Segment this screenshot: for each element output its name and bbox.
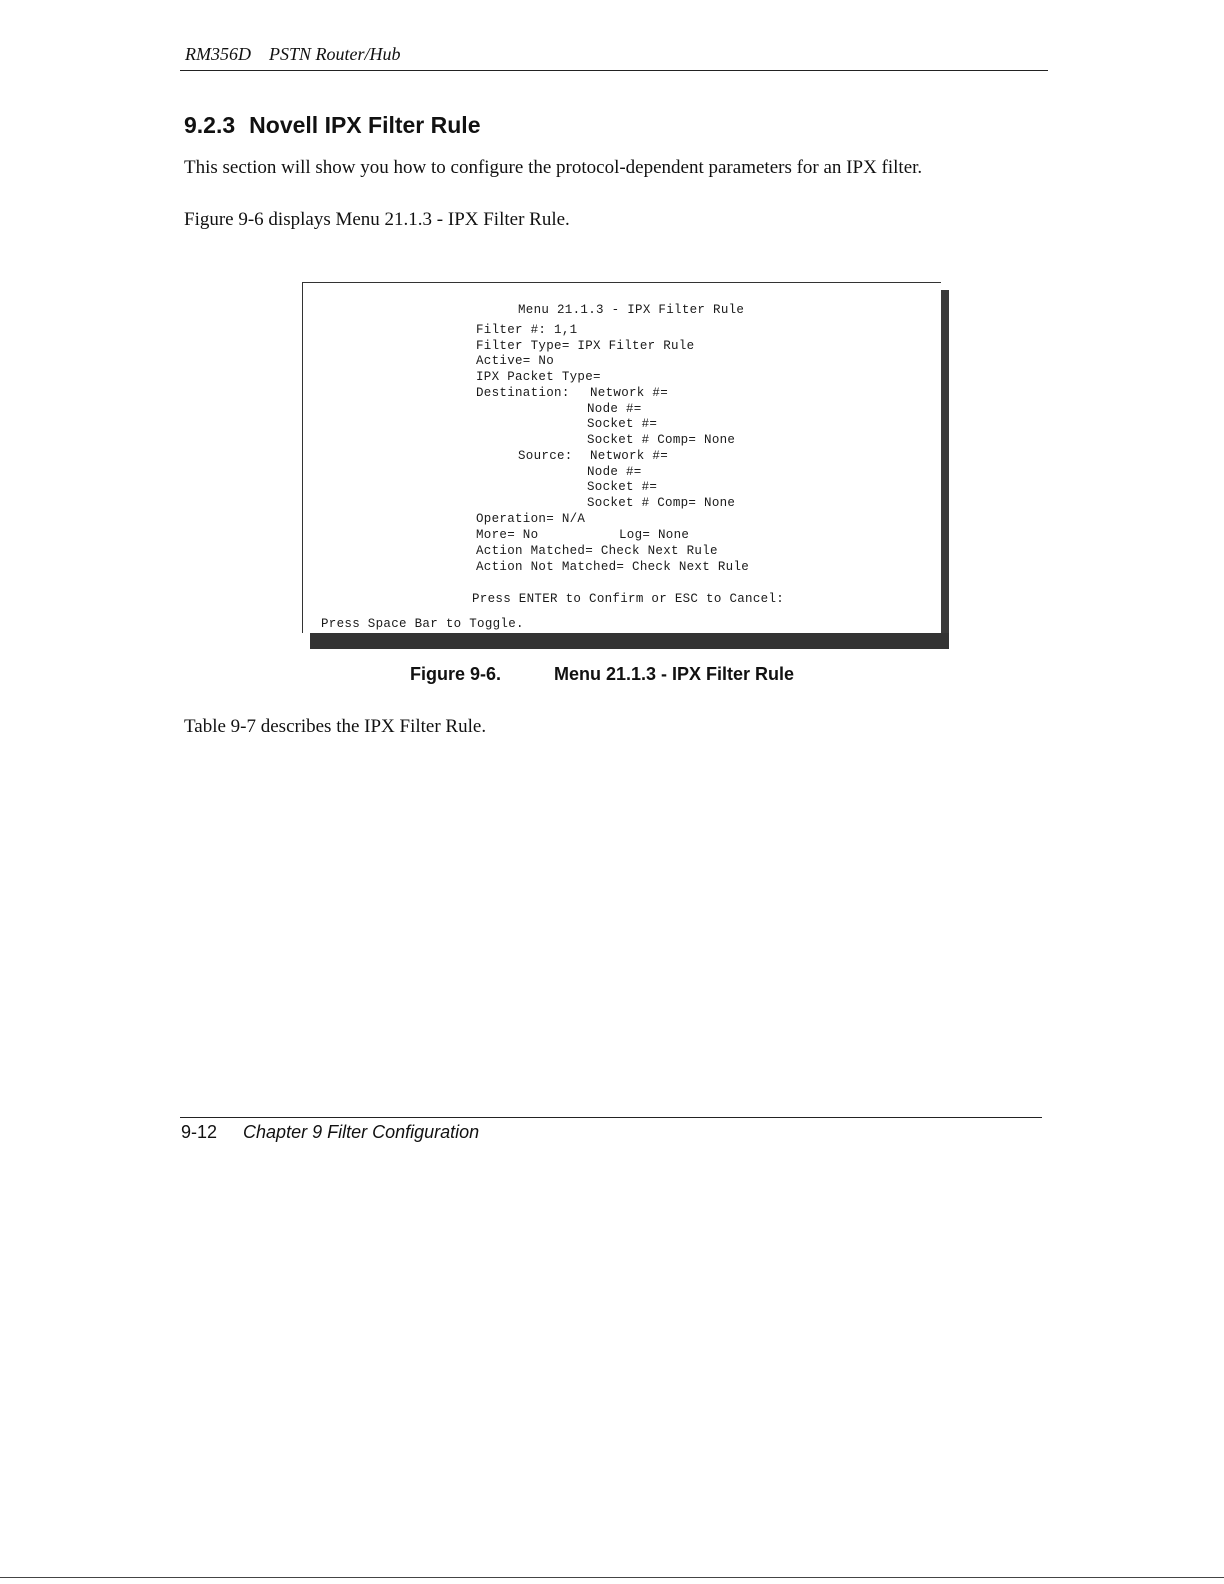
active-field[interactable]: Active= No (476, 354, 555, 368)
src-network-field[interactable]: Network #= (590, 449, 669, 463)
header-title: PSTN Router/Hub (269, 44, 401, 64)
running-header (185, 44, 401, 65)
log-field[interactable]: Log= None (619, 528, 690, 542)
section-title: Novell IPX Filter Rule (249, 112, 481, 138)
menu-title: Menu 21.1.3 - IPX Filter Rule (518, 303, 745, 317)
terminal-screen (302, 282, 941, 633)
operation-field[interactable]: Operation= N/A (476, 512, 586, 526)
action-not-matched-field[interactable]: Action Not Matched= Check Next Rule (476, 560, 750, 574)
figure-caption (410, 664, 794, 685)
dest-network-field[interactable]: Network #= (590, 386, 669, 400)
action-matched-field[interactable]: Action Matched= Check Next Rule (476, 544, 718, 558)
footer-rule (180, 1117, 1042, 1118)
figure-title: Menu 21.1.3 - IPX Filter Rule (554, 664, 795, 684)
section-number: 9.2.3 (184, 112, 236, 138)
more-field[interactable]: More= No (476, 528, 539, 542)
page-footer (181, 1122, 479, 1143)
dest-socket-comp-field[interactable]: Socket # Comp= None (587, 433, 736, 447)
source-label: Source: (518, 449, 573, 463)
src-socket-field[interactable]: Socket #= (587, 480, 658, 494)
scan-bottom-rule (0, 1577, 1224, 1578)
src-node-field[interactable]: Node #= (587, 465, 642, 479)
terminal-shadow-bottom (310, 633, 949, 649)
section-heading (184, 112, 481, 139)
chapter-title: Chapter 9 Filter Configuration (243, 1122, 480, 1142)
figure-label: Figure 9-6. (410, 664, 502, 684)
filter-type-field[interactable]: Filter Type= IPX Filter Rule (476, 339, 695, 353)
page-number: 9-12 (181, 1122, 218, 1142)
destination-label: Destination: (476, 386, 570, 400)
terminal-shadow-right (940, 290, 949, 649)
intro-paragraph: This section will show you how to configure the protocol-dependent parameters for an IPX filter. (184, 157, 923, 178)
dest-socket-field[interactable]: Socket #= (587, 417, 658, 431)
ipx-packet-type-field[interactable]: IPX Packet Type= (476, 370, 601, 384)
src-socket-comp-field[interactable]: Socket # Comp= None (587, 496, 736, 510)
header-rule (180, 70, 1048, 71)
table-reference: Table 9-7 describes the IPX Filter Rule. (184, 716, 487, 737)
toggle-hint: Press Space Bar to Toggle. (321, 617, 524, 631)
confirm-prompt: Press ENTER to Confirm or ESC to Cancel: (472, 592, 785, 606)
filter-number: Filter #: 1,1 (476, 323, 578, 337)
figure-reference: Figure 9-6 displays Menu 21.1.3 - IPX Filter Rule. (184, 209, 570, 230)
dest-node-field[interactable]: Node #= (587, 402, 642, 416)
header-model: RM356D (185, 44, 251, 64)
